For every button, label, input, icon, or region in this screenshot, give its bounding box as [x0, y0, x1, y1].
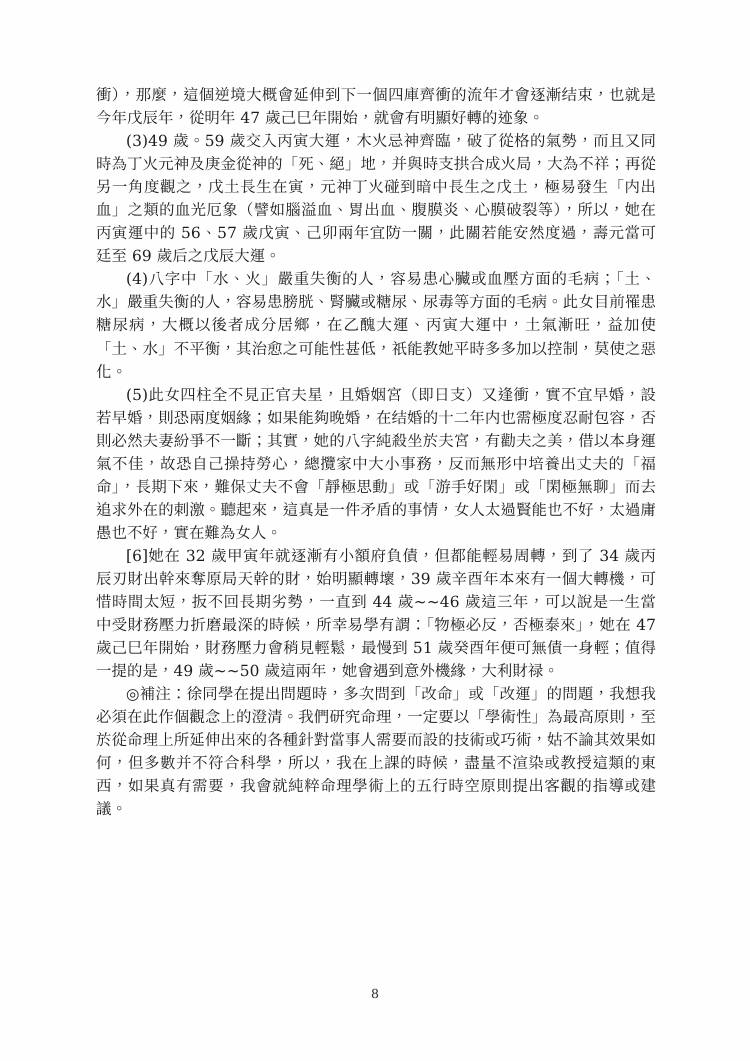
paragraph-item-3: (3)49 歲。59 歲交入丙寅大運，木火忌神齊臨，破了從格的氣勢，而且又同時為丁火元神及庚金從神的「死、絕」地，并與時支拱合成火局，大為不祥；再從另一角度觀之，戊土長生在寅，元神丁火碰到暗中長生之戊土，極易發生「内出血」之類的血光厄象（譬如腦溢血、胃出血、腹膜炎、心膜破裂等），所以，她在丙寅運中的 56、57 歲戊寅、己卯兩年宜防一關，此關若能安然度過，壽元當可廷至 69 歲后之戊辰大運。: [96, 132, 656, 266]
paragraph-item-5: (5)此女四柱全不見正官夫星，且婚姻宮（即日支）又逢衝，實不宜早婚，設若早婚，則恐兩度姻緣；如果能夠晚婚，在结婚的十二年内也需極度忍耐包容，否則必然夫妻紛爭不一斷；其實，她的八字純殺坐於夫宮，有勸夫之美，借以本身運氣不佳，故恐自己操持勞心，總攬家中大小事務，反而無形中培養出丈夫的「福命」，長期下來，難保丈夫不會「靜極思動」或「游手好閑」或「閑極無聊」而去追求外在的刺激。聽起來，這真是一件矛盾的事情，女人太過賢能也不好，太過庸愚也不好，實在難為女人。: [96, 385, 656, 542]
paragraph-item-6: [6]她在 32 歲甲寅年就逐漸有小額府負債，但都能輕易周轉，到了 34 歲丙辰刃財出幹來奪原局天幹的財，始明顯轉壞，39 歲辛酉年本來有一個大轉機，可惜時間太短，扳不回長期劣勢，一直到 44 歲~~46 歲這三年，可以說是一生當中受財務壓力折磨最深的時候，所幸易學有謂：「物極必反，否極泰來」，她在 47 歲己巳年開始，財務壓力會稍見輕鬆，最慢到 51 歲癸酉年便可無債一身輕；值得一提的是，49 歲~~50 歲這兩年，她會遇到意外機緣，大利財禄。: [96, 546, 656, 681]
paragraph-continued: 衝），那麼，這個逆境大概會延伸到下一個四庫齊衝的流年才會逐漸结束，也就是今年戊辰年，從明年 47 歲己巳年開始，就會有明顯好轉的迹象。: [96, 86, 656, 128]
paragraph-supplementary-note: ◎補注：徐同學在提出問題時，多次問到「改命」或「改運」的問題，我想我必須在此作個觀念上的澄清。我們研究命理，一定要以「學術性」為最高原則，至於從命理上所延伸出來的各種針對當事人需要而設的技術或巧術，姑不論其效果如何，但多數并不符合科學，所以，我在上課的時候，盡量不渲染或教授這類的東西，如果真有需要，我會就純粹命理學術上的五行時空原則提出客觀的指導或建議。: [96, 685, 656, 819]
page-text-body: [96, 84, 656, 822]
paragraph-item-4: (4)八字中「水、火」嚴重失衡的人，容易患心臟或血壓方面的毛病；「土、水」嚴重失衡的人，容易患膀胱、腎臟或糖尿、尿毒等方面的毛病。此女目前罹患糖尿病，大概以後者成分居鄉，在乙醜大運、丙寅大運中，土氣漸旺，益加使「土、水」不平衡，其治愈之可能性甚低，祇能教她平時多多加以控制，莫使之惡化。: [96, 270, 656, 381]
page-number: 8: [371, 986, 379, 1001]
